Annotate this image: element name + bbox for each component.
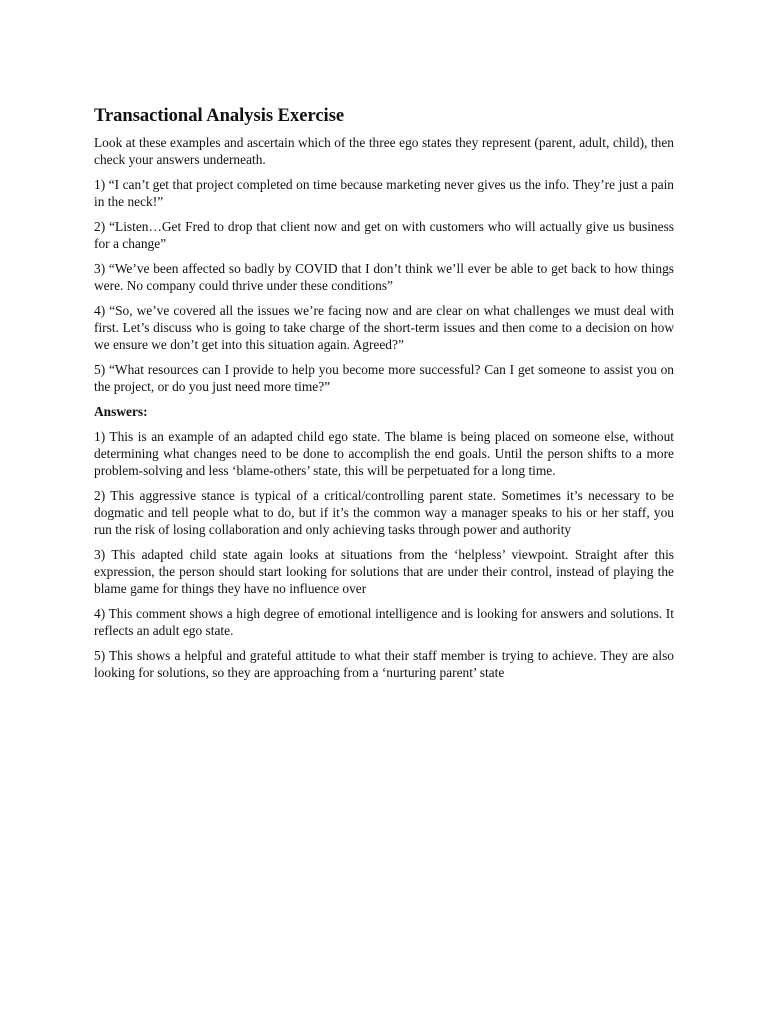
example-1: 1) “I can’t get that project completed on time because marketing never gives us the info. They’re just a pain in the neck!” [94, 177, 674, 209]
answers-heading: Answers: [94, 404, 148, 419]
intro-paragraph: Look at these examples and ascertain which of the three ego states they represent (parent, adult, child), then check your answers underneath. [94, 135, 674, 167]
document-title: Transactional Analysis Exercise [94, 106, 345, 126]
example-2: 2) “Listen…Get Fred to drop that client now and get on with customers who will actually give us business for a change” [94, 219, 674, 251]
document-page [94, 105, 674, 689]
answer-5: 5) This shows a helpful and grateful attitude to what their staff member is trying to achieve. They are also looking for solutions, so they are approaching from a ‘nurturing parent’ state [94, 648, 674, 680]
answer-2: 2) This aggressive stance is typical of a critical/controlling parent state. Sometimes it’s necessary to be dogmatic and tell people what to do, but if it’s the common way a manager speaks to his or her staff, you run the risk of losing collaboration and only achieving tasks through power and authority [94, 488, 674, 537]
example-3: 3) “We’ve been affected so badly by COVID that I don’t think we’ll ever be able to get back to how things were. No company could thrive under these conditions” [94, 261, 674, 293]
example-5: 5) “What resources can I provide to help you become more successful? Can I get someone to assist you on the project, or do you just need more time?” [94, 362, 674, 394]
answer-1: 1) This is an example of an adapted child ego state. The blame is being placed on someone else, without determining what changes need to be done to accomplish the end goals. Until the person shifts to a more problem-solving and less ‘blame-others’ state, this will be perpetuated for a long time. [94, 429, 674, 478]
example-4: 4) “So, we’ve covered all the issues we’re facing now and are clear on what challenges we must deal with first. Let’s discuss who is going to take charge of the short-term issues and then come to a decision on how we ensure we don’t get into this situation again. Agreed?” [94, 303, 674, 352]
answer-3: 3) This adapted child state again looks at situations from the ‘helpless’ viewpoint. Straight after this expression, the person should start looking for solutions that are under their control, instead of playing the blame game for things they have no influence over [94, 547, 674, 596]
answer-4: 4) This comment shows a high degree of emotional intelligence and is looking for answers and solutions. It reflects an adult ego state. [94, 606, 674, 638]
